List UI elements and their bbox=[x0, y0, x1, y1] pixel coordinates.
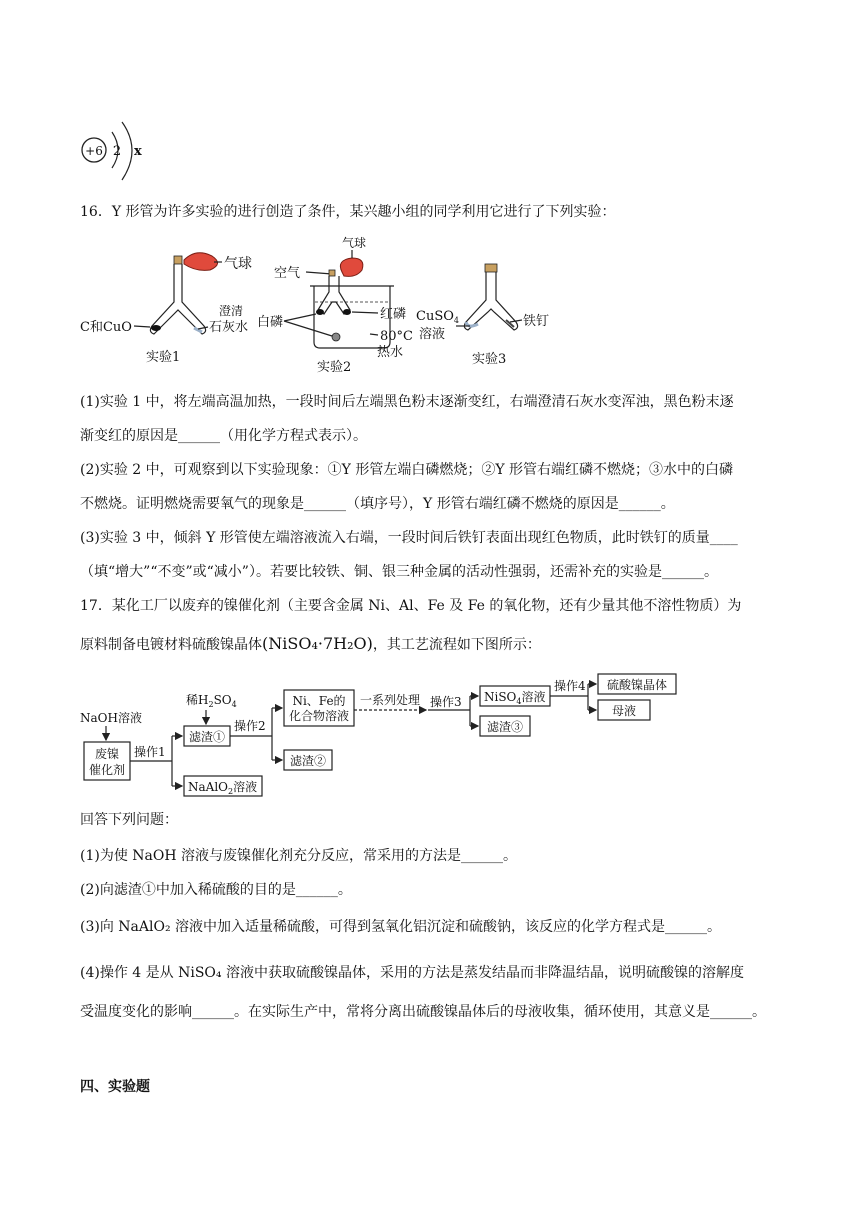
flow-compound-line1: Ni、Fe的 bbox=[292, 694, 346, 708]
q17-intro-line1: 17．某化工厂以废弃的镍催化剂（主要含金属 Ni、Al、Fe 及 Fe 的氧化物，还有少量其他不溶性物质）为 bbox=[80, 598, 742, 614]
flow-waste-line1: 废镍 bbox=[94, 747, 120, 761]
flow-compound-line2: 化合物溶液 bbox=[288, 709, 350, 723]
experiment-2-figure bbox=[257, 235, 413, 375]
q16-part2-line2: 不燃烧。证明燃烧需要氧气的现象是______（填序号），Y 形管右端红磷不燃烧的原因是______。 bbox=[80, 496, 675, 512]
exp3-left-label-2: 溶液 bbox=[419, 327, 446, 342]
q17-part4-line2: 受温度变化的影响______。在实际生产中，常将分离出硫酸镍晶体后的母液收集，循环使用，其意义是______。 bbox=[80, 1004, 766, 1020]
flow-h2so4-label: 稀$H_2SO_4$ bbox=[186, 693, 237, 709]
exp2-red-phosphorus-label: 红磷 bbox=[380, 307, 407, 322]
q17-process-flowchart bbox=[76, 668, 696, 808]
atom-shell1-count: 2 bbox=[112, 144, 122, 159]
q16-part1-line1: (1)实验 1 中，将左端高温加热，一段时间后左端黑色粉末逐渐变红，右端澄清石灰水变浑浊，黑色粉末逐 bbox=[80, 394, 734, 410]
flow-naalo2-label: NaAlO$_2$溶液 bbox=[188, 780, 258, 796]
q16-intro: 16．Y 形管为许多实验的进行创造了条件，某兴趣小组的同学利用它进行了下列实验： bbox=[80, 204, 616, 220]
q17-part2: (2)向滤渣①中加入稀硫酸的目的是______。 bbox=[80, 882, 352, 898]
exp2-air-label: 空气 bbox=[274, 266, 301, 281]
exp3-left-label-1: CuSO$_4$ bbox=[416, 309, 459, 325]
exp1-right-label-2: 石灰水 bbox=[209, 320, 249, 335]
atom-structure-diagram bbox=[76, 112, 156, 192]
q16-part3-line1: (3)实验 3 中，倾斜 Y 形管使左端溶液流入右端，一段时间后铁钉表面出现红色物质，此时铁钉的质量____ bbox=[80, 530, 738, 546]
flow-residue1-label: 滤渣① bbox=[188, 730, 226, 744]
q17-intro-tail: ，其工艺流程如下图所示： bbox=[372, 637, 541, 653]
flow-naoh-label: NaOH溶液 bbox=[80, 711, 142, 725]
q16-part2-line1: (2)实验 2 中，可观察到以下实验现象：①Y 形管左端白磷燃烧；②Y 形管右端红磷不燃烧；③水中的白磷 bbox=[80, 462, 734, 478]
flow-crystal-label: 硫酸镍晶体 bbox=[606, 678, 668, 692]
q16-experiment-figures bbox=[74, 230, 574, 380]
q16-part1-line2: 渐变红的原因是______（用化学方程式表示）。 bbox=[80, 428, 367, 444]
q17-part4-line1: (4)操作 4 是从 NiSO₄ 溶液中获取硫酸镍晶体，采用的方法是蒸发结晶而非降温结晶，说明硫酸镍的溶解度 bbox=[80, 965, 744, 981]
experiment-1-figure bbox=[80, 253, 252, 365]
exp2-white-phosphorus-label: 白磷 bbox=[257, 315, 284, 330]
exp2-balloon-label: 气球 bbox=[342, 236, 367, 250]
exp2-temperature-label: 80°C bbox=[380, 329, 413, 344]
atom-nucleus-charge: +6 bbox=[85, 144, 103, 158]
flow-waste-line2: 催化剂 bbox=[88, 763, 126, 777]
flow-residue3-label: 滤渣③ bbox=[486, 720, 524, 734]
flow-series-label: 一系列处理 bbox=[360, 693, 421, 707]
q17-answer-prompt: 回答下列问题： bbox=[80, 812, 178, 828]
exp1-caption: 实验1 bbox=[146, 350, 181, 365]
section-heading: 四、实验题 bbox=[80, 1079, 150, 1095]
flow-niso4-label: NiSO$_4$溶液 bbox=[484, 690, 546, 706]
experiment-3-figure bbox=[416, 264, 549, 367]
q17-part3: (3)向 NaAlO₂ 溶液中加入适量稀硫酸，可得到氢氧化铝沉淀和硫酸钠，该反应的化学方程式是______。 bbox=[80, 919, 722, 935]
exp1-left-label: C和CuO bbox=[80, 320, 132, 335]
exp2-caption: 实验2 bbox=[317, 360, 352, 375]
flow-op3-label: 操作3 bbox=[430, 695, 462, 709]
exp2-water-label: 热水 bbox=[377, 345, 404, 360]
exp3-caption: 实验3 bbox=[472, 352, 507, 367]
q17-intro-line2 bbox=[80, 634, 541, 655]
q17-part1: (1)为使 NaOH 溶液与废镍催化剂充分反应，常采用的方法是______。 bbox=[80, 848, 518, 864]
exp3-right-label: 铁钉 bbox=[523, 314, 550, 329]
exp1-right-label-1: 澄清 bbox=[219, 304, 244, 318]
q16-part3-line2: （填“增大”“不变”或“减小”）。若要比较铁、铜、银三种金属的活动性强弱，还需补充的实验是______。 bbox=[80, 564, 718, 580]
q17-formula: (NiSO₄·7H₂O) bbox=[262, 634, 373, 653]
flow-residue2-label: 滤渣② bbox=[289, 754, 327, 768]
q17-intro-text: 原料制备电镀材料硫酸镍晶体 bbox=[80, 637, 262, 653]
flow-op1-label: 操作1 bbox=[134, 745, 166, 759]
atom-shell2-count: x bbox=[134, 144, 142, 159]
exp1-balloon-label: 气球 bbox=[224, 256, 252, 272]
flow-mother-liquor-label: 母液 bbox=[611, 704, 637, 718]
flow-op4-label: 操作4 bbox=[554, 679, 586, 693]
flow-op2-label: 操作2 bbox=[234, 719, 266, 733]
